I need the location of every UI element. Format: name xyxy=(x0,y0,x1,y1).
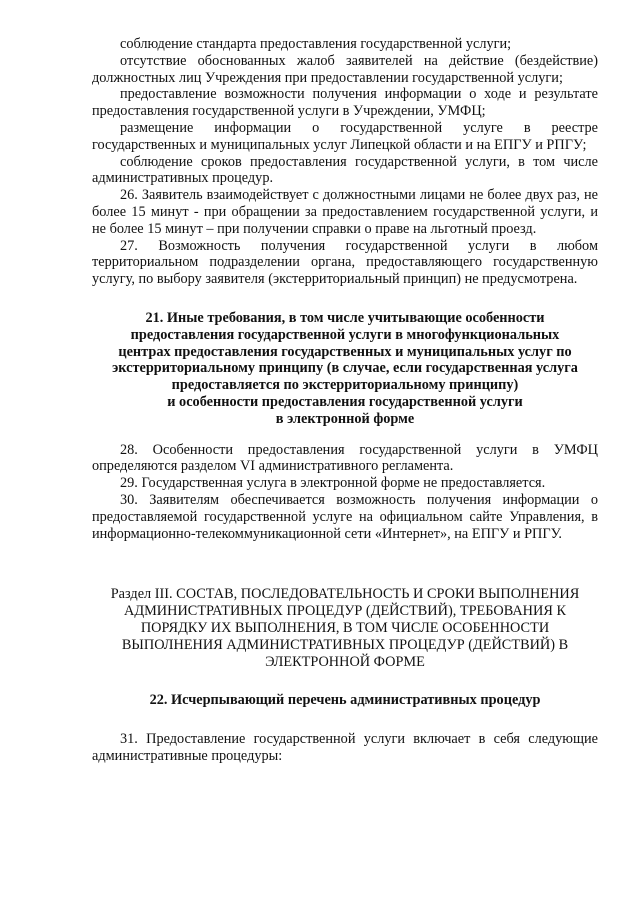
paragraph-30: 30. Заявителям обеспечивается возможность получения информации о предоставляемой государственной услуге на официальном сайте Управления, в информационно-телекоммуникационной сети «Интернет», на ЕПГУ и РПГУ. xyxy=(92,491,598,542)
intro-item: отсутствие обоснованных жалоб заявителей на действие (бездействие) должностных лиц Учреждения при предоставлении государственной услуги; xyxy=(92,52,598,86)
spacer xyxy=(92,709,598,731)
section-title-line: ЭЛЕКТРОННОЙ ФОРМЕ xyxy=(265,653,425,670)
heading-21-line: и особенности предоставления государственной услуги xyxy=(167,393,523,410)
intro-item: размещение информации о государственной услуге в реестре государственных и муниципальных услуг Липецкой области и на ЕПГУ и РПГУ; xyxy=(92,119,598,153)
heading-21-line: предоставляется по экстерриториальному принципу) xyxy=(171,377,519,394)
spacer xyxy=(92,288,598,310)
paragraph-29: 29. Государственная услуга в электронной форме не предоставляется. xyxy=(120,475,546,492)
heading-21-line: предоставления государственной услуги в многофункциональных xyxy=(130,326,560,343)
document-page xyxy=(92,36,598,765)
section-title-line: Раздел III. СОСТАВ, ПОСЛЕДОВАТЕЛЬНОСТЬ И СРОКИ ВЫПОЛНЕНИЯ xyxy=(110,586,580,603)
heading-21-line: в электронной форме xyxy=(275,410,415,427)
heading-21-line: 21. Иные требования, в том числе учитывающие особенности xyxy=(145,309,545,326)
spacer xyxy=(92,428,598,442)
section-title-line: ВЫПОЛНЕНИЯ АДМИНИСТРАТИВНЫХ ПРОЦЕДУР (ДЕЙСТВИЙ) В xyxy=(121,636,569,653)
paragraph-27: 27. Возможность получения государственной услуги в любом территориальном подразделении органа, предоставляющего государственную услугу, по выбору заявителя (экстерриториальный принцип) не предусмотрена. xyxy=(92,237,598,288)
spacer xyxy=(92,670,598,692)
spacer xyxy=(92,542,598,586)
section-title-line: ПОРЯДКУ ИХ ВЫПОЛНЕНИЯ, В ТОМ ЧИСЛЕ ОСОБЕННОСТИ xyxy=(140,619,550,636)
heading-21-line: центрах предоставления государственных и муниципальных услуг по xyxy=(118,343,572,360)
heading-21-line: экстерриториальному принципу (в случае, если государственная услуга xyxy=(112,360,578,377)
paragraph-28: 28. Особенности предоставления государственной услуги в УМФЦ определяются разделом VI административного регламента. xyxy=(92,441,598,475)
section-3-title xyxy=(92,586,598,670)
intro-item: соблюдение стандарта предоставления государственной услуги; xyxy=(120,36,512,52)
paragraph-26: 26. Заявитель взаимодействует с должностными лицами не более двух раз, не более 15 минут - при обращении за предоставлением государственной услуги, и не более 15 минут – при получении справки о праве на льготный проезд. xyxy=(92,187,598,237)
intro-item: предоставление возможности получения информации о ходе и результате предоставления государственной услуги в Учреждении, УМФЦ; xyxy=(92,86,598,120)
intro-item: соблюдение сроков предоставления государственной услуги, в том числе административных процедур. xyxy=(92,153,598,187)
paragraph-31: 31. Предоставление государственной услуги включает в себя следующие административные процедуры: xyxy=(92,731,598,764)
heading-22 xyxy=(92,692,598,709)
section-title-line: АДМИНИСТРАТИВНЫХ ПРОЦЕДУР (ДЕЙСТВИЙ), ТРЕБОВАНИЯ К xyxy=(124,603,566,620)
heading-22-line: 22. Исчерпывающий перечень административных процедур xyxy=(149,692,541,709)
heading-21 xyxy=(92,310,598,428)
